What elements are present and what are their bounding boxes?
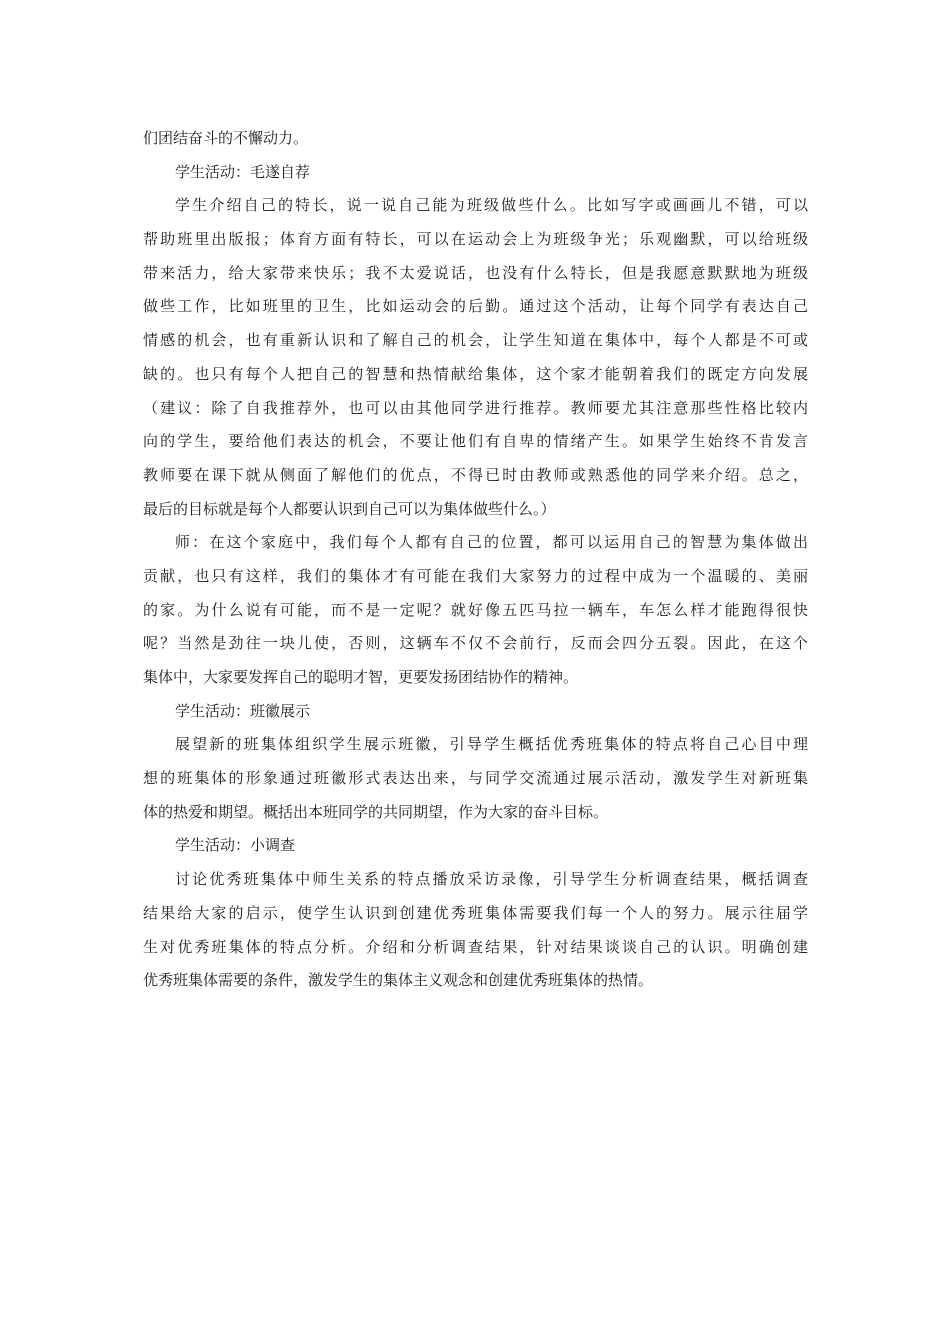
section-heading: 学生活动：毛遂自荐 [175,162,311,181]
text-line: 想的班集体的形象通过班徽形式表达出来，与同学交流通过展示活动，激发学生对新班集 [143,769,808,788]
text-line: 的家。为什么说有可能，而不是一定呢？就好像五匹马拉一辆车，车怎么样才能跑得很快 [143,600,808,619]
text-line: 结果给大家的启示，使学生认识到创建优秀班集体需要我们每一个人的努力。展示往届学 [143,903,808,922]
text-line: 情感的机会，也有重新认识和了解自己的机会，让学生知道在集体中，每个人都是不可或 [143,331,808,350]
text-line: 最后的目标就是每个人都要认识到自己可以为集体做些什么。） [143,499,556,518]
text-line: 生对优秀班集体的特点分析。介绍和分析调查结果，针对结果谈谈自己的认识。明确创建 [143,937,808,956]
body-text [143,122,808,998]
text-line: 向的学生，要给他们表达的机会，不要让他们有自卑的情绪产生。如果学生始终不肯发言 [143,432,808,451]
text-line: 做些工作，比如班里的卫生，比如运动会的后勤。通过这个活动，让每个同学有表达自己 [143,297,808,316]
text-line: 帮助班里出版报；体育方面有特长，可以在运动会上为班级争光；乐观幽默，可以给班级 [143,230,808,249]
text-line: 带来活力，给大家带来快乐；我不太爱说话，也没有什么特长，但是我愿意默默地为班级 [143,263,808,282]
text-line: 师：在这个家庭中，我们每个人都有自己的位置，都可以运用自己的智慧为集体做出 [175,533,808,552]
text-line: 学生介绍自己的特长，说一说自己能为班级做些什么。比如写字或画画儿不错，可以 [175,196,808,215]
text-line: 们团结奋斗的不懈动力。 [143,129,309,147]
section-heading: 学生活动：小调查 [175,836,296,855]
section-heading: 学生活动：班徽展示 [175,701,311,720]
text-line: 贡献，也只有这样，我们的集体才有可能在我们大家努力的过程中成为一个温暖的、美丽 [143,566,808,585]
text-line: 讨论优秀班集体中师生关系的特点播放采访录像，引导学生分析调查结果，概括调查 [175,870,808,889]
text-line: （建议：除了自我推荐外，也可以由其他同学进行推荐。教师要尤其注意那些性格比较内 [143,398,808,417]
text-line: 体的热爱和期望。概括出本班同学的共同期望，作为大家的奋斗目标。 [143,802,609,821]
text-line: 呢？当然是劲往一块儿使，否则，这辆车不仅不会前行，反而会四分五裂。因此，在这个 [143,634,808,653]
text-line: 教师要在课下就从侧面了解他们的优点，不得已时由教师或熟悉他的同学来介绍。总之， [143,465,808,484]
text-line: 缺的。也只有每个人把自己的智慧和热情献给集体，这个家才能朝着我们的既定方向发展 [143,364,808,383]
text-line: 展望新的班集体组织学生展示班徽，引导学生概括优秀班集体的特点将自己心目中理 [175,735,808,754]
text-line: 优秀班集体需要的条件，激发学生的集体主义观念和创建优秀班集体的热情。 [143,971,654,990]
text-line: 集体中，大家要发挥自己的聪明才智，更要发扬团结协作的精神。 [143,668,579,686]
